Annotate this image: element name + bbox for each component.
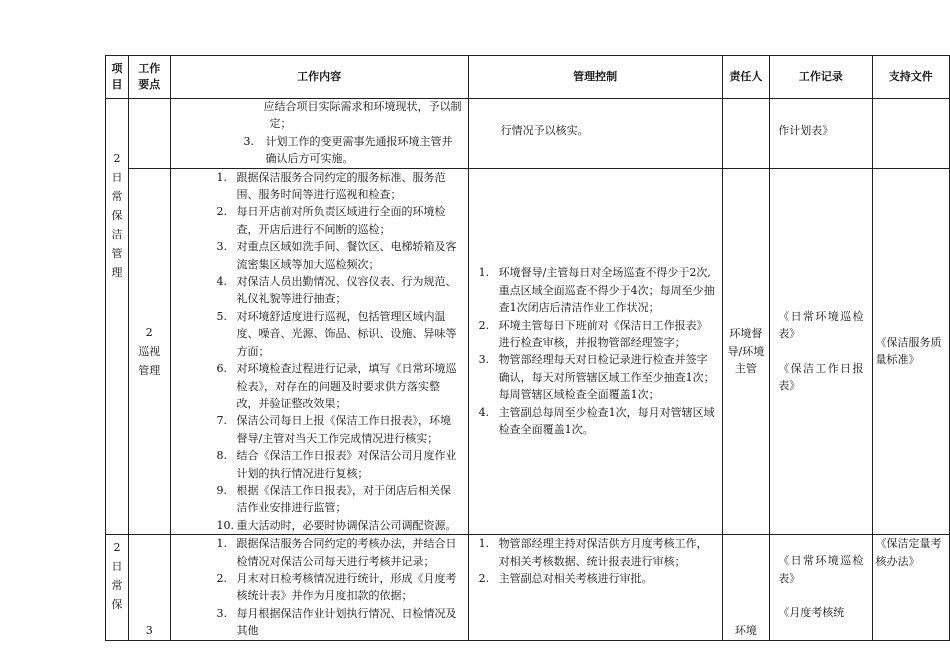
list-item: 8. 结合《保洁工作日报表》对保洁公司月度作业计划的执行情况进行复核； [216,449,457,480]
list-item: 2. 每日开店前对所负责区域进行全面的环境检查，开店后进行不间断的巡检； [216,205,446,236]
control-cell-assessment [468,535,722,640]
support-cell-continued [872,99,950,169]
header-responsible-person: 责任人 [722,56,770,99]
table-row [106,99,950,169]
item-cell-section-1 [106,99,129,535]
owner-cell-assessment: 环境 [722,535,770,640]
list-item: 4. 对保洁人员出勤情况、仪容仪表、行为规范、礼仪礼貌等进行抽查； [216,275,457,306]
point-cell-continued [128,99,170,169]
content-cell-continued [170,99,468,169]
list-item: 4. 主管副总每周至少检查1次，每月对管辖区域检查全面覆盖1次。 [478,405,715,437]
list-item: 10. 重大活动时，必要时协调保洁公司调配资源。 [216,518,457,532]
point-cell-inspection: 2 巡视 管理 [128,168,170,535]
record-text-monthly-stats: 《月度考核统 [778,605,845,619]
support-text: 《保洁服务质量标准》 [875,335,942,367]
control-cell-continued [468,99,722,169]
item-cell-section-2: 2 日 常 保 [106,535,129,640]
list-item: 2. 环境主管每日下班前对《保洁日工作报表》进行检查审核，并报物管部经理签字； [478,318,708,349]
record-text-daily-report: 《保洁工作日报表》 [778,361,864,393]
content-continued-text: 应结合项目实际需求和环境现状，予以制定； [263,100,462,131]
header-work-point: 工作 要点 [128,56,170,99]
record-text-inspection-form: 《日常环境巡检表》 [778,310,864,341]
list-item: 3. 计划工作的变更需事先通报环境主管并确认后方可实施。 [243,134,453,166]
list-item: 2. 月末对日检考核情况进行统计，形成《月度考核统计表》并作为月度扣款的依据； [216,571,457,603]
work-standard-table [105,55,950,641]
list-item: 3. 每月根据保洁作业计划执行情况、日检情况及其他 [216,606,457,638]
content-list [171,535,462,639]
list-item: 1. 跟据保洁服务合同约定的考核办法，并结合日检情况对保洁公司每天进行考核并记录； [216,537,457,568]
content-list [171,133,462,168]
owner-cell-continued [722,99,770,169]
owner-cell-inspection [722,168,770,535]
record-cell-inspection [770,168,872,535]
list-item: 3. 物管部经理每天对日检记录进行检查并签字确认，每天对所管辖区域工作至少抽查1次；每周管辖区域检查全面覆盖1次； [478,353,715,402]
header-work-record: 工作记录 [770,56,872,99]
list-item: 2. 主管副总对相关考核进行审批。 [478,571,653,585]
header-work-content: 工作内容 [170,56,468,99]
list-item: 1. 物管部经理主持对保洁供方月度考核工作，对相关考核数据、统计报表进行审核； [478,537,708,568]
header-management-control: 管理控制 [468,56,722,99]
list-item: 5. 对环境舒适度进行巡视，包括管理区域内温度、噪音、光源、饰品、标识、设施、异味等方面； [216,309,457,358]
list-item: 9. 根据《保洁工作日报表》，对于闭店后相关保洁作业安排进行监管； [216,483,452,515]
table-row [106,535,950,640]
control-cell-inspection [468,168,722,535]
control-list [469,264,722,438]
record-cell-assessment [770,535,872,640]
content-cell-assessment [170,535,468,640]
table-row [106,168,950,535]
record-cell-continued [770,99,872,169]
owner-text: 环境督导/环境主管 [727,327,765,376]
support-cell-inspection [872,168,950,535]
point-cell-assessment: 3 [128,535,170,640]
item-label: 2 日 常 保 洁 管 理 [111,152,123,279]
header-support-file: 支持文件 [872,56,950,99]
list-item: 7. 保洁公司每日上报《保洁工作日报表》，环境督导/主管对当天工作完成情况进行核实； [216,414,452,445]
header-item: 项 目 [106,56,129,99]
list-item: 6. 对环境检查过程进行记录，填写《日常环境巡检表》，对存在的问题及时要求供方落实整改，并验证整改效果； [216,362,457,410]
list-item: 1. 跟据保洁服务合同约定的服务标准、服务范围、服务时间等进行巡视和检查； [216,170,446,202]
control-list [469,535,722,587]
support-text: 《保洁定量考核办法》 [875,537,942,568]
list-item: 3. 对重点区域如洗手间、餐饮区、电梯轿箱及客流密集区域等加大巡检频次； [216,240,457,271]
list-item: 1. 环境督导/主管每日对全场巡查不得少于2次,重点区域全面巡查不得少于4次；每周至少抽查1次闭店后清洁作业工作状况； [478,266,715,315]
header-row [106,56,950,99]
support-cell-assessment [872,535,950,640]
content-list [171,169,462,535]
control-continued-text: 行情况予以核实。 [500,123,589,137]
record-continued-text: 作计划表》 [778,123,834,137]
content-cell-inspection [170,168,468,535]
record-text-inspection-form: 《日常环境巡检表》 [778,554,864,585]
